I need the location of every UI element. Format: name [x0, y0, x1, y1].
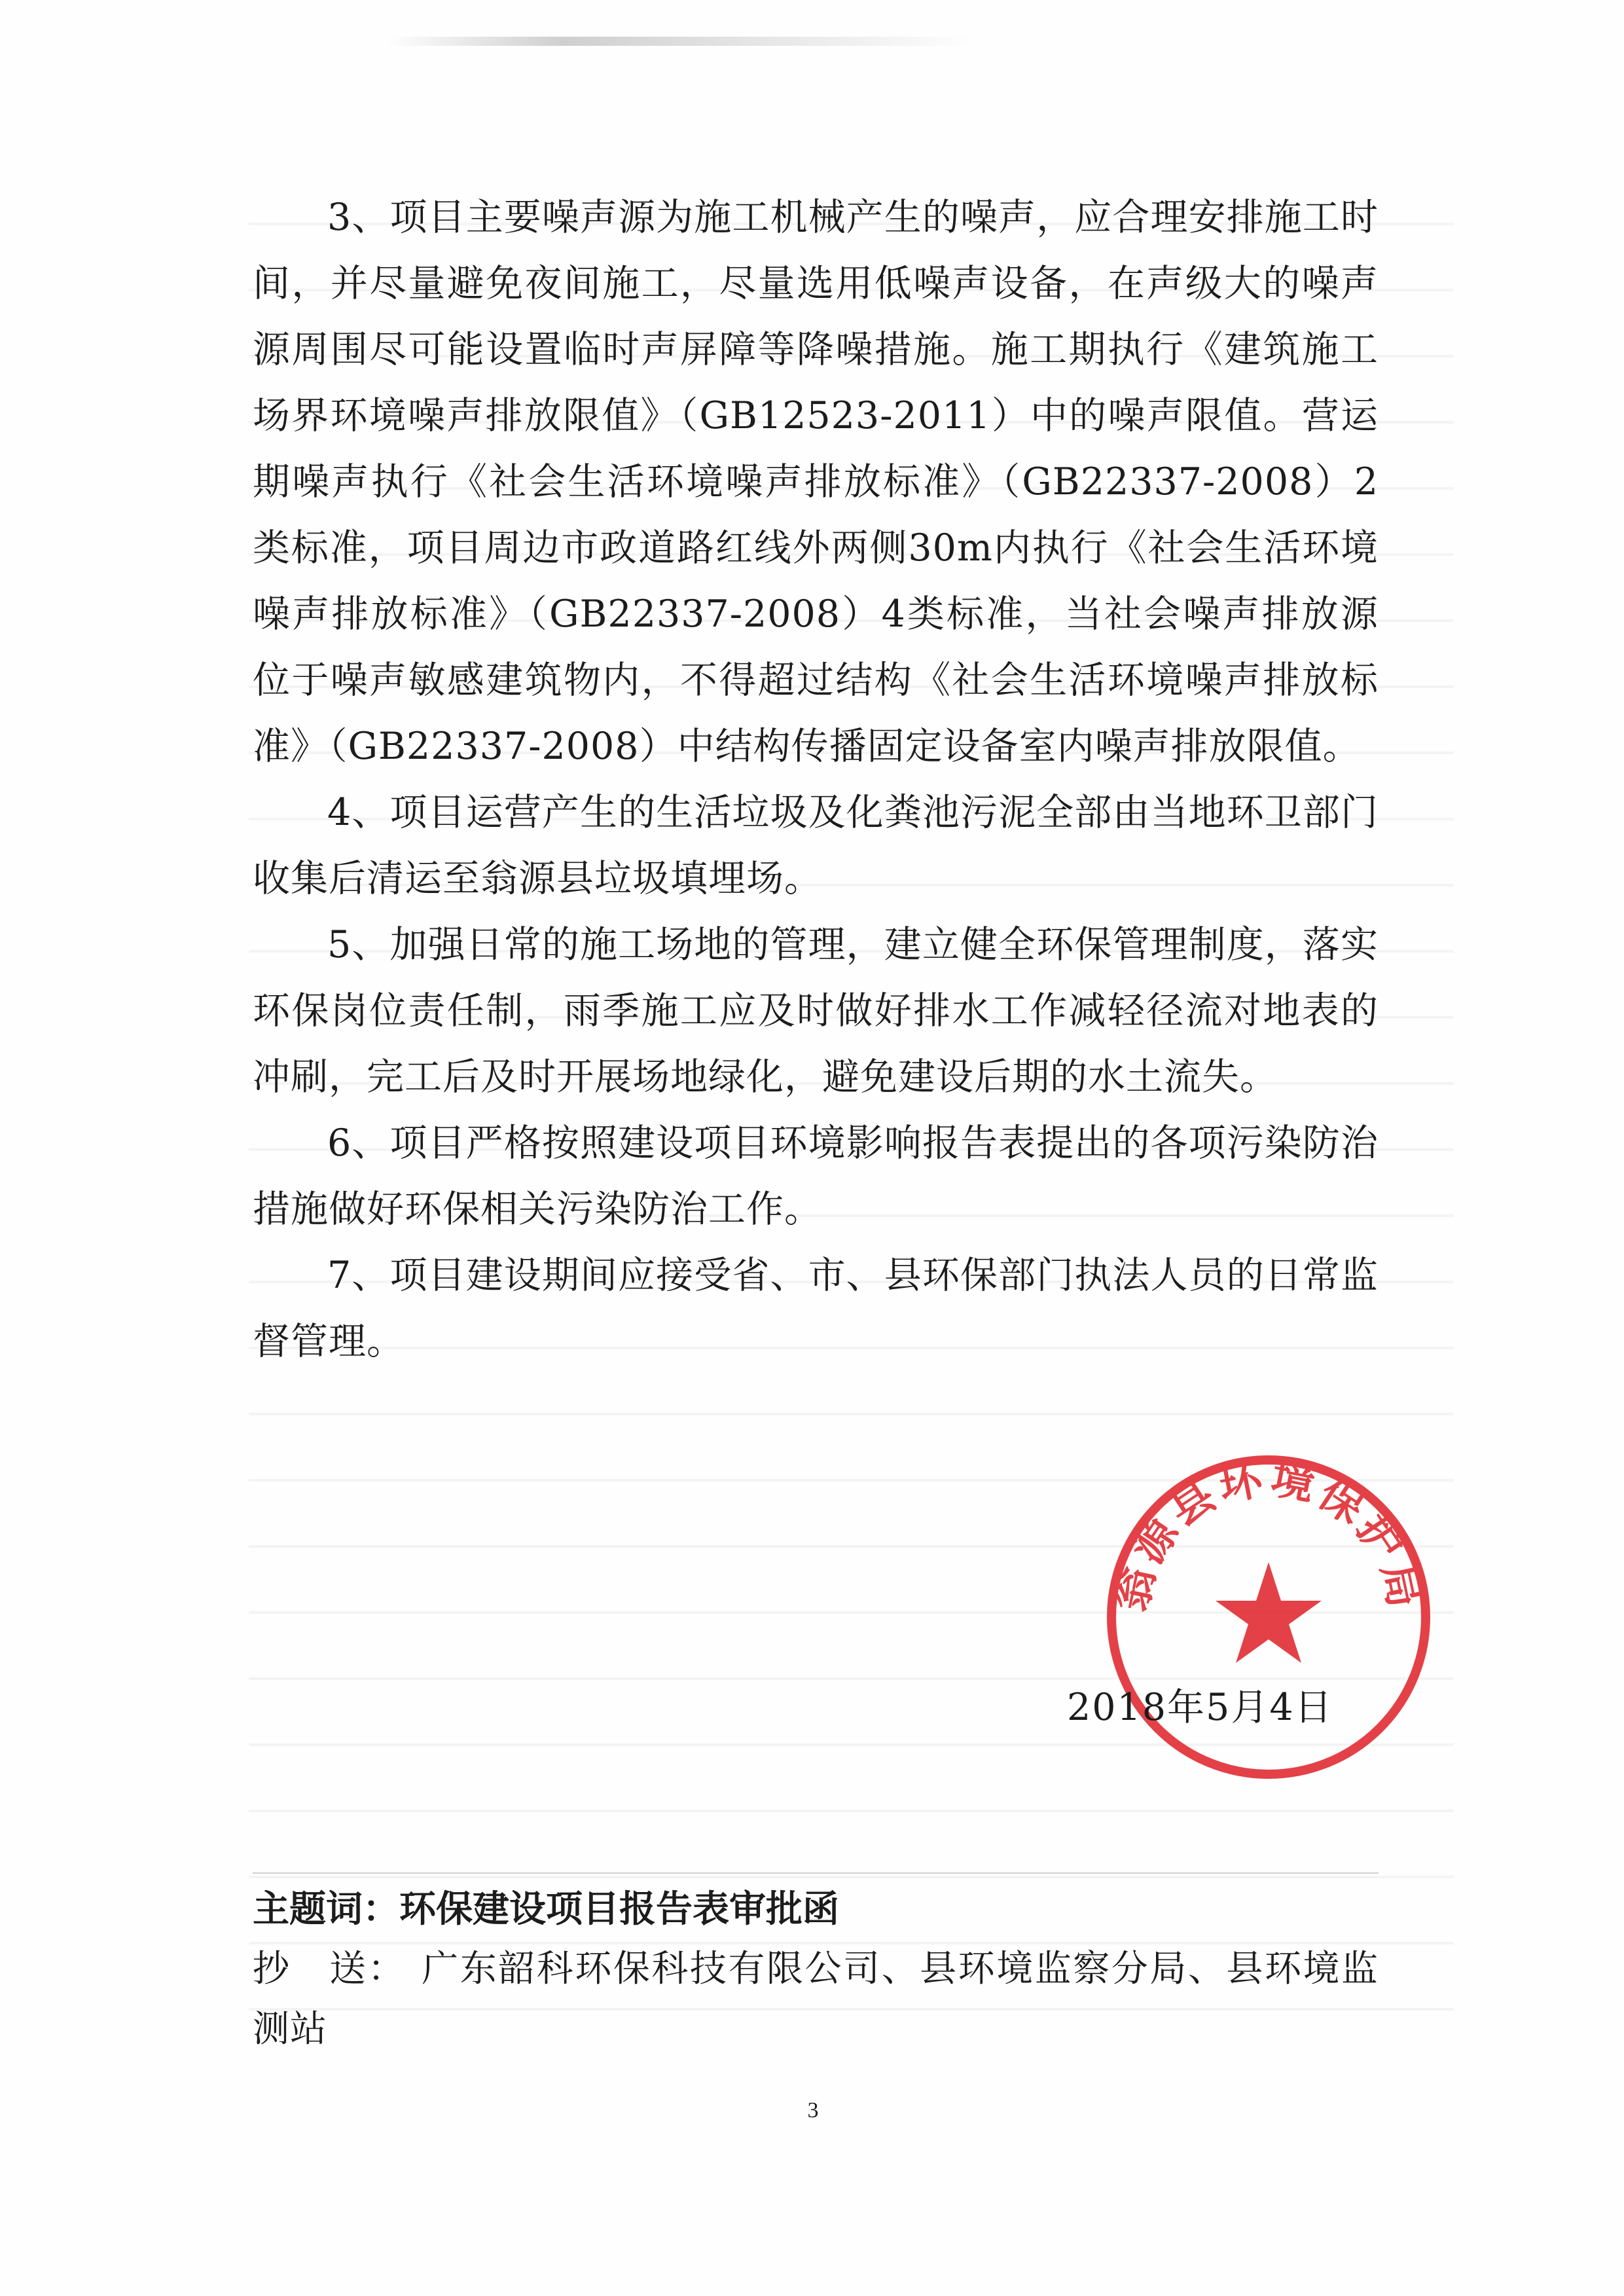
keyword-item: 函	[803, 1888, 839, 1931]
paragraph-3: 3、项目主要噪声源为施工机械产生的噪声，应合理安排施工时间，并尽量避免夜间施工，尽量选用低噪声设备，在声级大的噪声源周围尽可能设置临时声屏障等降噪措施。施工期执行《建筑施工场界环境噪声排放限值》（GB12523-2011）中的噪声限值。营运期噪声执行《社会生活环境噪声排放标准》（GB22337-2008）2类标准，项目周边市政道路红线外两侧30m内执行《社会生活环境噪声排放标准》（GB22337-2008）4类标准，当社会噪声排放源位于噪声敏感建筑物内，不得超过结构《社会生活环境噪声排放标准》（GB22337-2008）中结构传播固定设备室内噪声排放限值。	[253, 196, 1379, 768]
page-number: 3	[807, 2098, 819, 2123]
cc-label: 抄 送：	[253, 1948, 406, 1990]
keywords-line	[253, 1872, 1379, 1939]
keywords-label: 主题词：	[253, 1888, 399, 1931]
keyword-item: 环保	[399, 1888, 473, 1931]
cc-line	[253, 1939, 1379, 2060]
paragraph-6: 6、项目严格按照建设项目环境影响报告表提出的各项污染防治措施做好环保相关污染防治工作。	[253, 1121, 1379, 1231]
keyword-item: 审批	[729, 1888, 803, 1931]
document-footer	[253, 1872, 1379, 2060]
keyword-item: 建设项目	[473, 1888, 619, 1931]
cc-recipients: 广东韶科环保科技有限公司、县环境监察分局、县环境监测站	[253, 1948, 1379, 2050]
official-seal-icon	[1098, 1447, 1439, 1787]
document-body	[253, 185, 1379, 1375]
seal-text: 翁源县环境保护局	[1106, 1452, 1432, 1616]
paragraph-5: 5、加强日常的施工场地的管理，建立健全环保管理制度，落实环保岗位责任制，雨季施工应及时做好排水工作减轻径流对地表的冲刷，完工后及时开展场地绿化，避免建设后期的水土流失。	[253, 923, 1379, 1099]
paragraph-4: 4、项目运营产生的生活垃圾及化粪池污泥全部由当地环卫部门收集后清运至翁源县垃圾填埋场。	[253, 791, 1379, 900]
issue-date: 2018年5月4日	[1067, 1686, 1333, 1729]
scan-artifact	[386, 37, 975, 46]
paragraph-7: 7、项目建设期间应接受省、市、县环保部门执法人员的日常监督管理。	[253, 1254, 1379, 1363]
keyword-item: 报告表	[619, 1888, 729, 1931]
